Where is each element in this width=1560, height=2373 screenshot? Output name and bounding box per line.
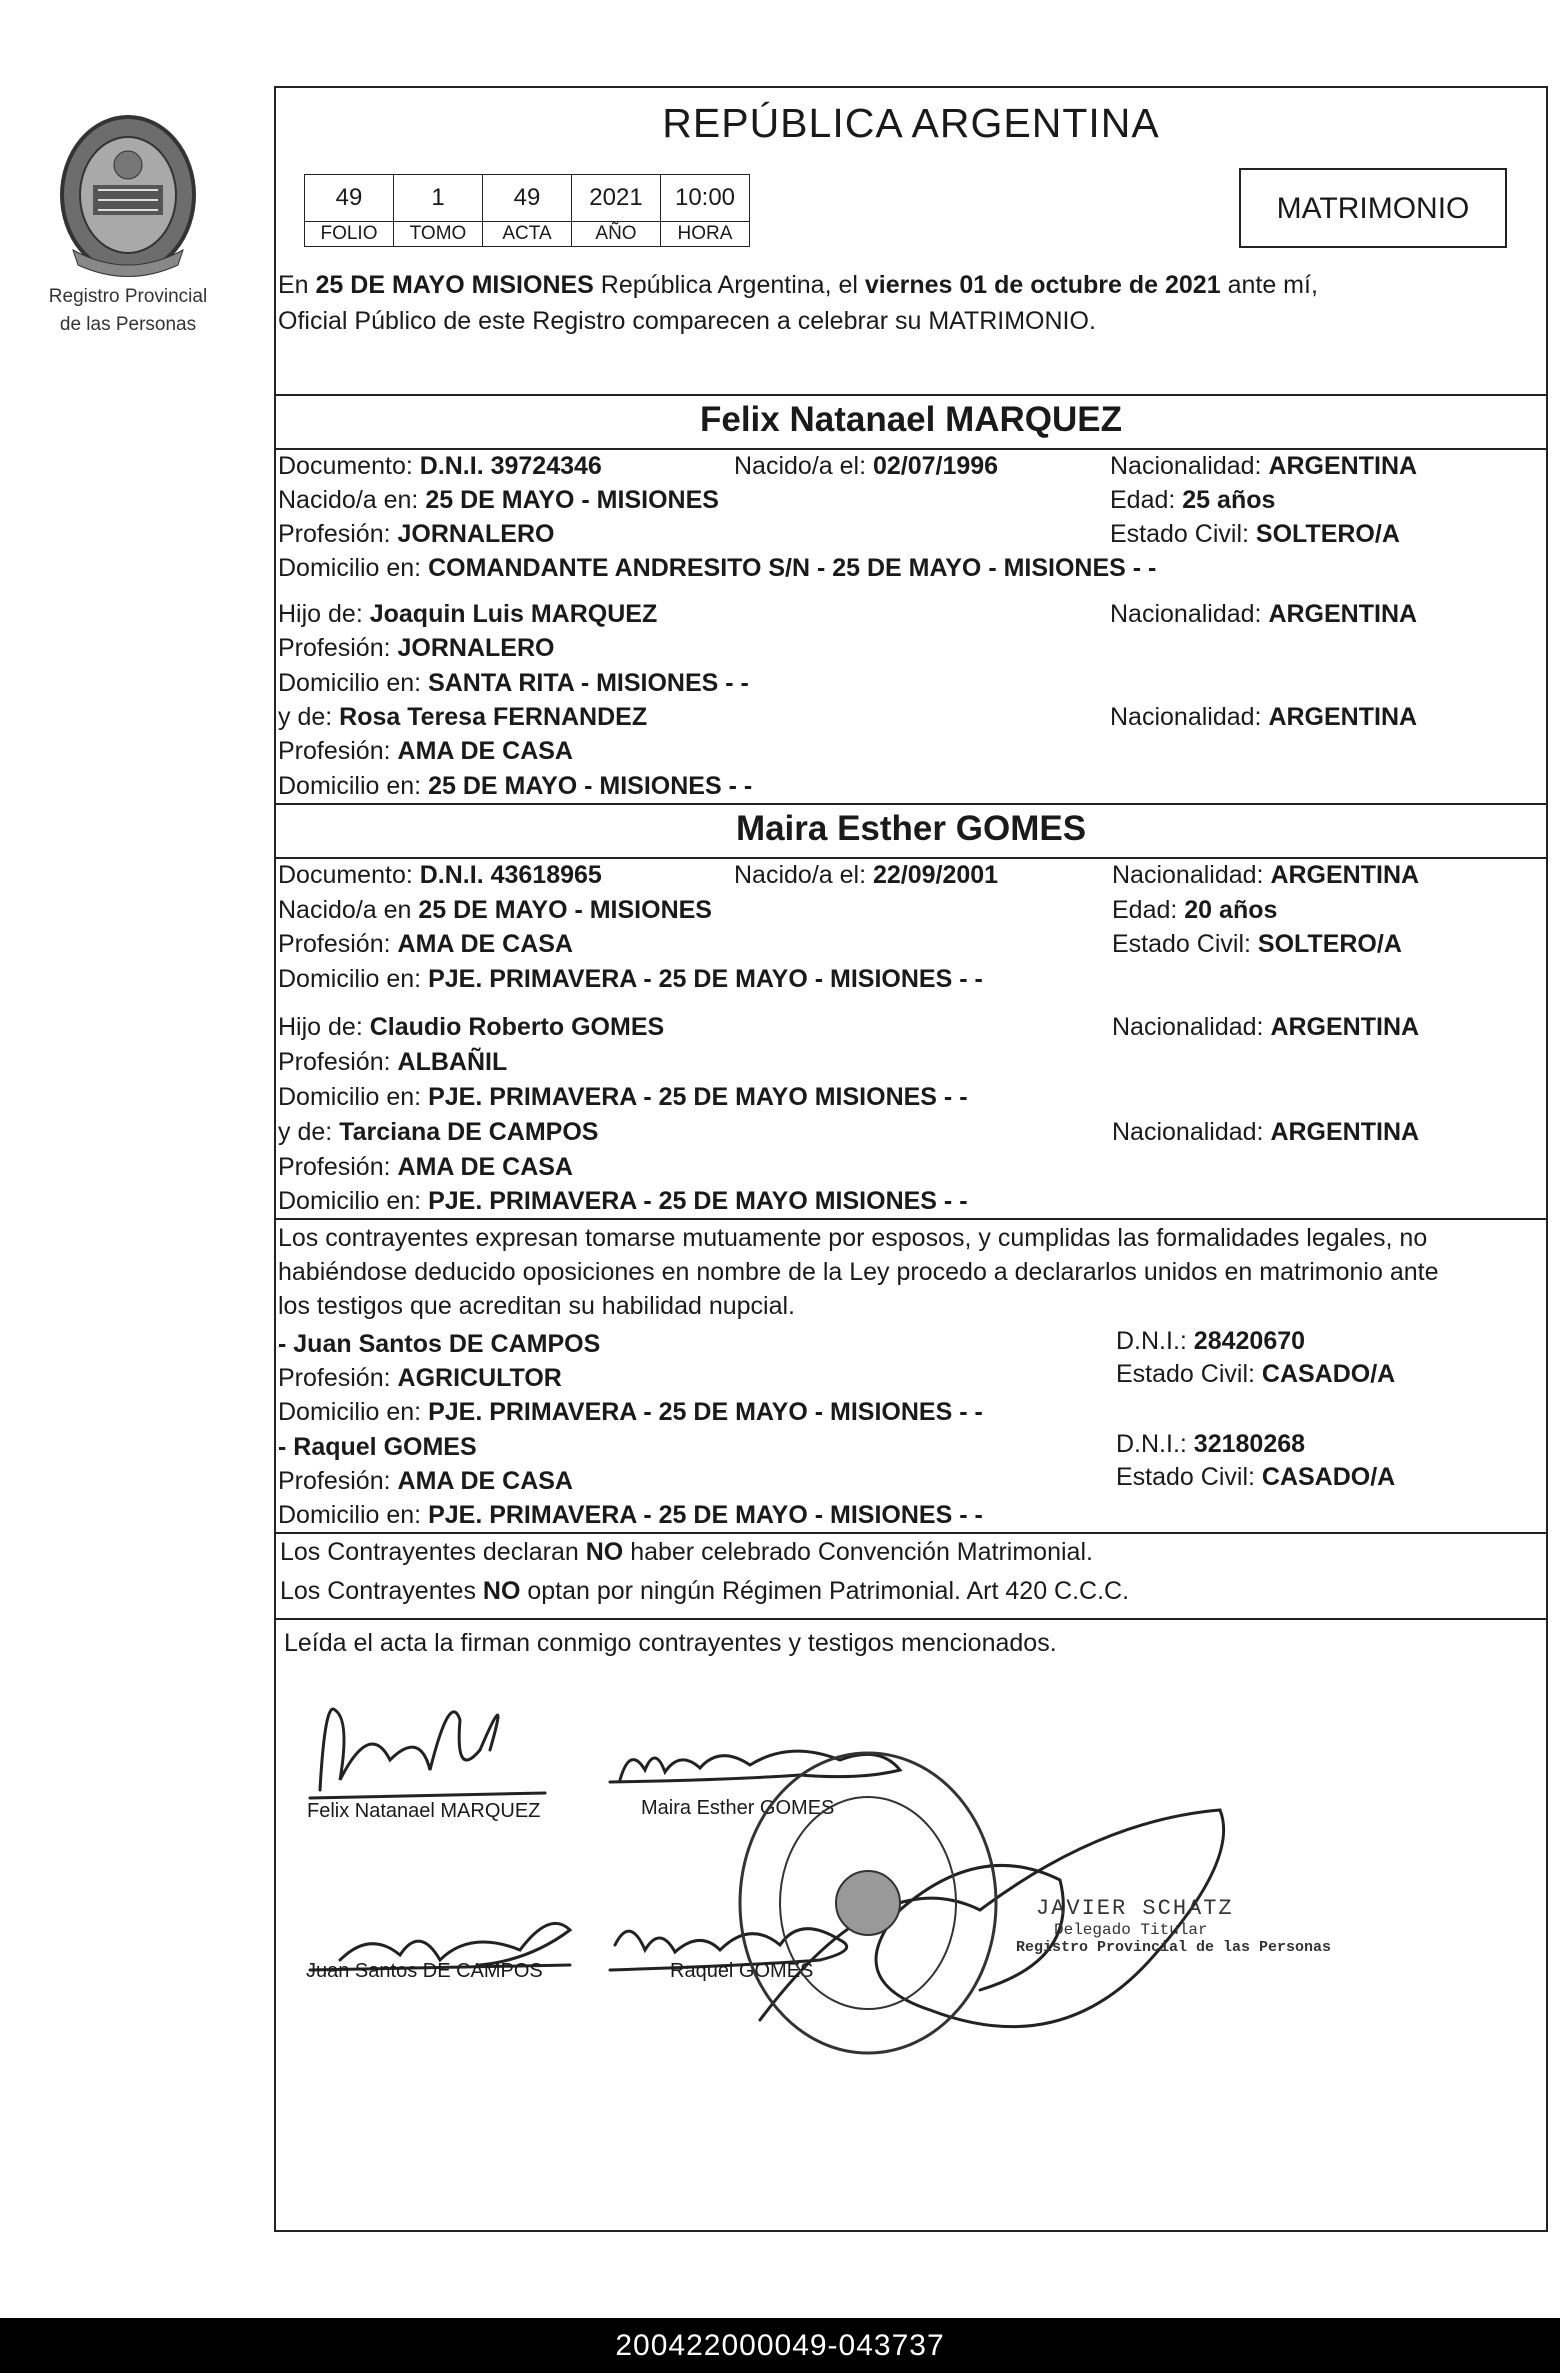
convention-statement: Los Contrayentes declaran NO haber celebrado Convención Matrimonial. xyxy=(280,1538,1093,1566)
spouse2-birthdate: Nacido/a el: 22/09/2001 xyxy=(734,861,999,889)
spouse1-name: Felix Natanael MARQUEZ xyxy=(699,400,1123,439)
folio-value: 49 xyxy=(305,175,394,222)
signature-label-4: Raquel GOMES xyxy=(670,1960,814,1982)
official-role: Delegado Titular xyxy=(1054,1921,1208,1939)
spouse1-father-address: Domicilio en: SANTA RITA - MISIONES - - xyxy=(278,669,749,697)
witness2-civil-status: Estado Civil: CASADO/A xyxy=(1116,1463,1396,1491)
witness2-address: Domicilio en: PJE. PRIMAVERA - 25 DE MAYO - MISIONES - - xyxy=(278,1501,983,1529)
province-seal-icon xyxy=(53,110,203,280)
folio-label: FOLIO xyxy=(305,222,394,247)
spouse2-mother-profession: Profesión: AMA DE CASA xyxy=(278,1153,573,1181)
spouse1-mother-nationality: Nacionalidad: ARGENTINA xyxy=(1110,703,1418,731)
spouse1-address: Domicilio en: COMANDANTE ANDRESITO S/N - 25 DE MAYO - MISIONES - - xyxy=(278,554,1157,582)
spouse2-father-nationality: Nacionalidad: ARGENTINA xyxy=(1112,1013,1420,1041)
witness1-name: - Juan Santos DE CAMPOS xyxy=(278,1330,601,1358)
registry-table xyxy=(304,174,750,247)
witness2-profession: Profesión: AMA DE CASA xyxy=(278,1467,573,1495)
year-value: 2021 xyxy=(572,175,661,222)
tomo-label: TOMO xyxy=(394,222,483,247)
witness2-dni: D.N.I.: 32180268 xyxy=(1116,1430,1306,1458)
spouse2-father: Hijo de: Claudio Roberto GOMES xyxy=(278,1013,665,1041)
official-stamp xyxy=(728,1738,1008,2068)
acta-value: 49 xyxy=(483,175,572,222)
stamp-emblem-icon xyxy=(836,1871,900,1935)
witness2-name: - Raquel GOMES xyxy=(278,1433,477,1461)
signature-underline-1 xyxy=(310,1793,545,1798)
signature-scribble-1 xyxy=(320,1709,498,1790)
witness1-dni: D.N.I.: 28420670 xyxy=(1116,1327,1306,1355)
signature-label-1: Felix Natanael MARQUEZ xyxy=(307,1800,541,1822)
spouse1-father-nationality: Nacionalidad: ARGENTINA xyxy=(1110,600,1418,628)
witness1-profession: Profesión: AGRICULTOR xyxy=(278,1364,562,1392)
intro-line-2: Oficial Público de este Registro comparecen a celebrar su MATRIMONIO. xyxy=(278,307,1096,335)
spouse1-father: Hijo de: Joaquin Luis MARQUEZ xyxy=(278,600,658,628)
spouse2-mother-address: Domicilio en: PJE. PRIMAVERA - 25 DE MAYO MISIONES - - xyxy=(278,1187,968,1215)
witness1-civil-status: Estado Civil: CASADO/A xyxy=(1116,1360,1396,1388)
spouse1-birthdate: Nacido/a el: 02/07/1996 xyxy=(734,452,999,480)
spouse2-father-address: Domicilio en: PJE. PRIMAVERA - 25 DE MAYO MISIONES - - xyxy=(278,1083,968,1111)
signature-label-2: Maira Esther GOMES xyxy=(641,1797,835,1819)
logo-caption-2: de las Personas xyxy=(59,314,197,335)
spouse1-doc: Documento: D.N.I. 39724346 xyxy=(278,452,602,480)
tomo-value: 1 xyxy=(394,175,483,222)
official-name: JAVIER SCHATZ xyxy=(1036,1896,1234,1921)
spouse2-civil-status: Estado Civil: SOLTERO/A xyxy=(1112,930,1402,958)
spouse2-age: Edad: 20 años xyxy=(1112,896,1278,924)
logo-caption-1: Registro Provincial xyxy=(48,286,208,307)
spouse2-father-profession: Profesión: ALBAÑIL xyxy=(278,1048,508,1076)
document-code: 200422000049-043737 xyxy=(0,2318,1560,2373)
reading-statement: Leída el acta la firman conmigo contrayentes y testigos mencionados. xyxy=(284,1629,1057,1657)
spouse2-birthplace: Nacido/a en 25 DE MAYO - MISIONES xyxy=(278,896,712,924)
official-office: Registro Provincial de las Personas xyxy=(1016,1939,1332,1956)
registry-logo xyxy=(28,110,228,350)
spouse1-civil-status: Estado Civil: SOLTERO/A xyxy=(1110,520,1400,548)
spouse1-nationality: Nacionalidad: ARGENTINA xyxy=(1110,452,1418,480)
spouse1-mother-address: Domicilio en: 25 DE MAYO - MISIONES - - xyxy=(278,772,753,800)
hour-value: 10:00 xyxy=(661,175,750,222)
spouse2-mother: y de: Tarciana DE CAMPOS xyxy=(278,1118,599,1146)
spouse1-mother: y de: Rosa Teresa FERNANDEZ xyxy=(278,703,648,731)
signature-label-3: Juan Santos DE CAMPOS xyxy=(306,1960,543,1982)
witness1-address: Domicilio en: PJE. PRIMAVERA - 25 DE MAYO - MISIONES - - xyxy=(278,1398,983,1426)
intro-line-1: En 25 DE MAYO MISIONES República Argentina, el viernes 01 de octubre de 2021 ante mí, xyxy=(278,271,1318,299)
divider xyxy=(274,1218,1548,1220)
spouse1-profession: Profesión: JORNALERO xyxy=(278,520,555,548)
declaration-line-2: habiéndose deducido oposiciones en nombre de la Ley procedo a declararlos unidos en matrimonio ante xyxy=(278,1258,1439,1286)
spouse1-age: Edad: 25 años xyxy=(1110,486,1276,514)
divider xyxy=(274,394,1548,396)
year-label: AÑO xyxy=(572,222,661,247)
spouse1-mother-profession: Profesión: AMA DE CASA xyxy=(278,737,573,765)
hour-label: HORA xyxy=(661,222,750,247)
spouse2-mother-nationality: Nacionalidad: ARGENTINA xyxy=(1112,1118,1420,1146)
official-stamp-text xyxy=(1016,1896,1332,1956)
spouse2-address: Domicilio en: PJE. PRIMAVERA - 25 DE MAYO - MISIONES - - xyxy=(278,965,983,993)
divider xyxy=(274,1532,1548,1534)
spouse2-nationality: Nacionalidad: ARGENTINA xyxy=(1112,861,1420,889)
spouse2-profession: Profesión: AMA DE CASA xyxy=(278,930,573,958)
record-type-box: MATRIMONIO xyxy=(1239,168,1507,248)
divider xyxy=(274,803,1548,805)
declaration-line-1: Los contrayentes expresan tomarse mutuamente por esposos, y cumplidas las formalidades legales, no xyxy=(278,1224,1428,1252)
spouse1-birthplace: Nacido/a en: 25 DE MAYO - MISIONES xyxy=(278,486,719,514)
spouse1-father-profession: Profesión: JORNALERO xyxy=(278,634,555,662)
divider xyxy=(274,1618,1548,1620)
regime-statement: Los Contrayentes NO optan por ningún Régimen Patrimonial. Art 420 C.C.C. xyxy=(280,1577,1130,1605)
spouse2-doc: Documento: D.N.I. 43618965 xyxy=(278,861,602,889)
signature-scribble-3 xyxy=(340,1923,570,1965)
page-title: REPÚBLICA ARGENTINA xyxy=(662,100,1160,146)
spouse2-name: Maira Esther GOMES xyxy=(735,809,1087,848)
acta-label: ACTA xyxy=(483,222,572,247)
declaration-line-3: los testigos que acreditan su habilidad nupcial. xyxy=(278,1292,796,1320)
